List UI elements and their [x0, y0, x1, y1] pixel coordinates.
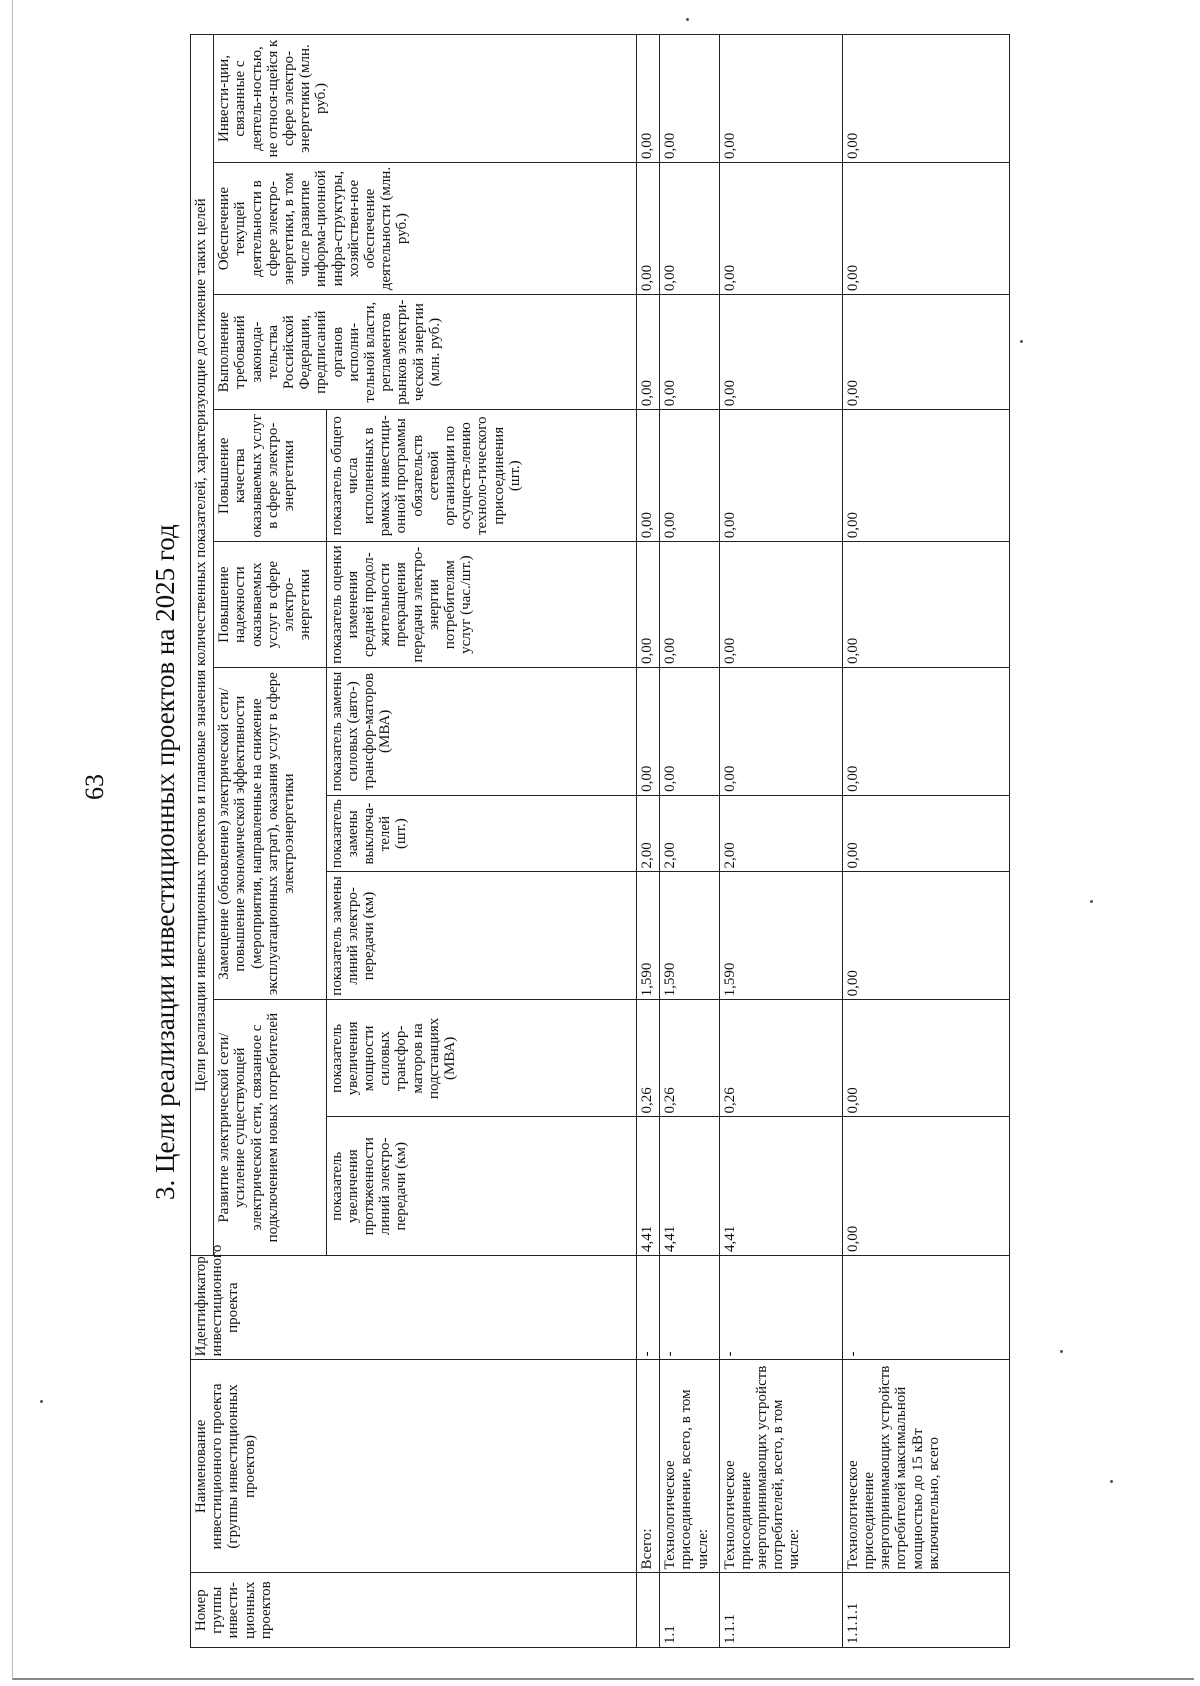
- row-name: Всего:: [636, 1360, 659, 1573]
- cell-value: 0,00: [636, 410, 659, 542]
- cell-value: 0,00: [719, 295, 842, 410]
- row-id: -: [842, 1255, 1009, 1359]
- cell-value: 0,00: [719, 163, 842, 295]
- header-project-name: Наименование инвестиционного проекта (группы инвестиционных проектов): [191, 1360, 637, 1573]
- subheader-transformer-capacity-increase: показатель увеличения мощности силовых трансфор-маторов на подстанциях (МВА): [326, 1000, 636, 1117]
- cell-value: 4,41: [719, 1117, 842, 1255]
- cell-value: 1,590: [636, 872, 659, 1000]
- cell-value: 0,00: [719, 542, 842, 668]
- scan-speck: [1060, 1350, 1063, 1353]
- cell-value: 0,26: [636, 1000, 659, 1117]
- cell-value: 0,00: [842, 295, 1009, 410]
- header-goal-non-energy-investments: Инвести-ции, связанные с деятель-ностью, не относя-щейся к сфере электро-энергетики (млн. руб.): [214, 35, 637, 163]
- cell-value: 4,41: [660, 1117, 719, 1255]
- cell-value: 1,590: [660, 872, 719, 1000]
- header-goal-reliability: Повышение надежности оказываемых услуг в сфере электро-энергетики: [214, 542, 326, 668]
- cell-value: 0,00: [842, 872, 1009, 1000]
- cell-value: 0,26: [719, 1000, 842, 1117]
- row-id: -: [719, 1255, 842, 1359]
- header-group-number: Номер группы инвести-ционных проектов: [191, 1573, 637, 1648]
- cell-value: 0,00: [660, 667, 719, 795]
- table-row: [842, 35, 1009, 1648]
- header-goals-group: Цели реализации инвестиционных проектов и плановые значения количественных показателей, характеризующие достижение таких целей: [191, 35, 214, 1256]
- row-number: 1.1: [660, 1573, 719, 1648]
- scan-speck: [1090, 900, 1093, 903]
- cell-value: 0,00: [842, 667, 1009, 795]
- goals-table: [190, 34, 1010, 1648]
- cell-value: 0,00: [842, 163, 1009, 295]
- cell-value: 0,26: [660, 1000, 719, 1117]
- cell-value: 2,00: [719, 795, 842, 872]
- page-number: 63: [80, 774, 109, 800]
- table-row: [636, 35, 659, 1648]
- row-number: 1.1.1.1: [842, 1573, 1009, 1648]
- header-goal-network-development: Развитие электрической сети/усиление существующей электрической сети, связанное с подключением новых потребителей: [214, 1000, 326, 1256]
- row-name: Технологическое присоединение энергопринимающих устройств потребителей, всего, в том числе:: [719, 1360, 842, 1573]
- table-row: [719, 35, 842, 1648]
- cell-value: 0,00: [660, 410, 719, 542]
- row-number: 1.1.1: [719, 1573, 842, 1648]
- cell-value: 0,00: [842, 410, 1009, 542]
- subheader-transformer-replacement: показатель замены силовых (авто-) трансфор-маторов (МВА): [326, 667, 636, 795]
- cell-value: 0,00: [842, 795, 1009, 872]
- cell-value: 0,00: [842, 542, 1009, 668]
- header-goal-network-replacement: Замещение (обновление) электрической сети/повышение экономической эффективности (мероприятия, направленные на снижение эксплуатационных затрат), оказания услуг в сфере электроэнергетики: [214, 667, 326, 999]
- cell-value: 0,00: [719, 35, 842, 163]
- cell-value: 2,00: [636, 795, 659, 872]
- table-title: 3. Цели реализации инвестиционных проектов на 2025 год: [150, 524, 180, 1200]
- cell-value: 0,00: [660, 295, 719, 410]
- cell-value: 0,00: [636, 667, 659, 795]
- cell-value: 0,00: [660, 163, 719, 295]
- cell-value: 2,00: [660, 795, 719, 872]
- scan-speck: [1020, 340, 1023, 343]
- cell-value: 0,00: [719, 410, 842, 542]
- row-id: -: [636, 1255, 659, 1359]
- header-goal-legal-requirements: Выполнение требований законода-тельства Российской Федерации, предписаний органов исполни-тельной власти, регламентов рынков электри-ческой энергии (млн. руб.): [214, 295, 637, 410]
- subheader-line-replacement: показатель замены линий электро-передачи (км): [326, 872, 636, 1000]
- cell-value: 0,00: [636, 295, 659, 410]
- scan-speck: [686, 18, 689, 21]
- cell-value: 1,590: [719, 872, 842, 1000]
- cell-value: 4,41: [636, 1117, 659, 1255]
- row-name: Технологическое присоединение, всего, в том числе:: [660, 1360, 719, 1573]
- cell-value: 0,00: [660, 542, 719, 668]
- row-number: [636, 1573, 659, 1648]
- cell-value: 0,00: [636, 542, 659, 668]
- scan-speck: [1110, 1480, 1113, 1483]
- subheader-interruption-duration: показатель оценки изменения средней продол-жительности прекращения передачи электро-энергии потребителям услуг (час./шт.): [326, 542, 636, 668]
- row-id: -: [660, 1255, 719, 1359]
- cell-value: 0,00: [636, 163, 659, 295]
- subheader-connection-obligations: показатель общего числа исполненных в рамках инвестици-онной программы обязательств сетевой организации по осуществ-лению техноло-гического присоединения (шт.): [326, 410, 636, 542]
- cell-value: 0,00: [842, 1000, 1009, 1117]
- rotated-table-container: [190, 34, 1010, 1648]
- header-project-id: Идентификатор инвестиционного проекта: [191, 1255, 637, 1359]
- cell-value: 0,00: [719, 667, 842, 795]
- subheader-line-length-increase: показатель увеличения протяженности линий электро-передачи (км): [326, 1117, 636, 1255]
- row-name: Технологическое присоединение энергопринимающих устройств потребителей максимальной мощностью до 15 кВт включительно, всего: [842, 1360, 1009, 1573]
- header-goal-quality: Повышение качества оказываемых услуг в сфере электро-энергетики: [214, 410, 326, 542]
- subheader-switch-replacement: показатель замены выключа-телей (шт.): [326, 795, 636, 872]
- cell-value: 0,00: [842, 1117, 1009, 1255]
- table-row: [660, 35, 719, 1648]
- header-goal-current-activity: Обеспечение текущей деятельности в сфере электро-энергетики, в том числе развитие информа-ционной инфра-структуры, хозяйствен-ное обеспечение деятельности (млн. руб.): [214, 163, 637, 295]
- cell-value: 0,00: [842, 35, 1009, 163]
- scan-speck: [40, 1400, 43, 1403]
- cell-value: 0,00: [660, 35, 719, 163]
- cell-value: 0,00: [636, 35, 659, 163]
